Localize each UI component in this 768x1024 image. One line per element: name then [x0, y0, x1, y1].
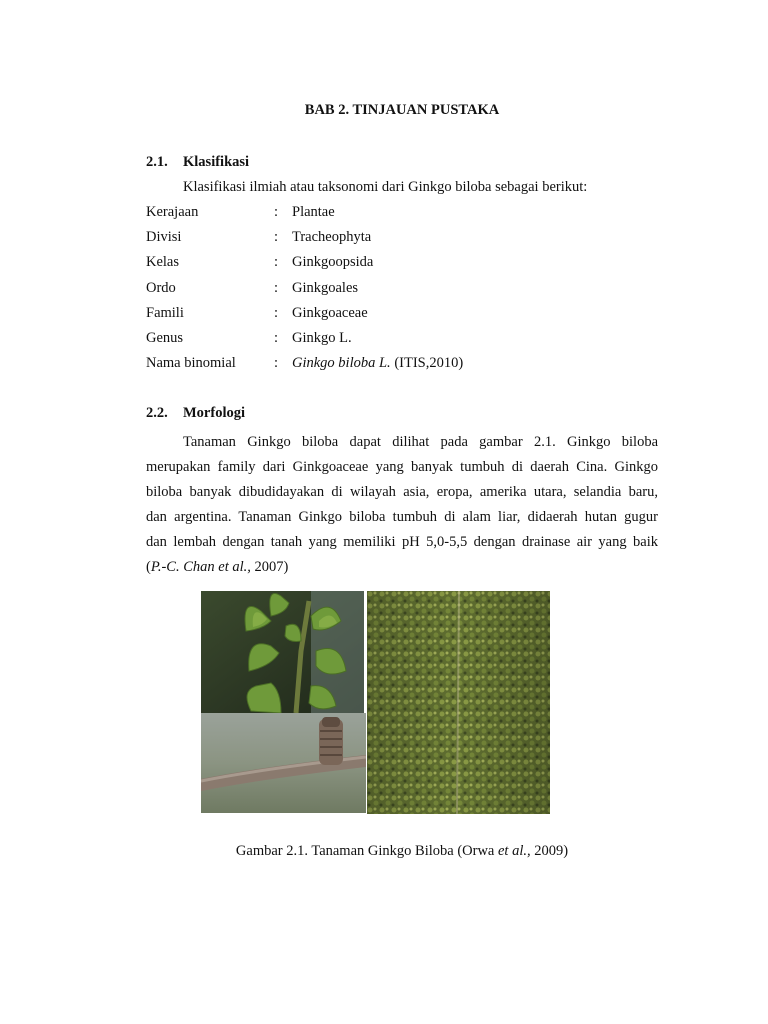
paragraph-line: biloba banyak dibudidayakan di wilayah asia, eropa, amerika utara, selandia baru, [146, 484, 658, 500]
binomial-name: Ginkgo biloba L. [292, 355, 391, 372]
binomial-citation: (ITIS,2010) [390, 355, 464, 372]
rank-value: Ginkgoales [292, 279, 359, 296]
rank-value: Ginkgoopsida [292, 254, 374, 271]
colon: : [274, 229, 279, 246]
citation-year: 2007) [250, 559, 289, 575]
rank-value: Tracheophyta [292, 229, 372, 246]
colon: : [274, 279, 279, 296]
paragraph-line: dan argentina. Tanaman Ginkgo biloba tumbuh di alam liar, didaerah hutan gugur [146, 509, 658, 525]
figure-caption [0, 843, 768, 860]
colon: : [274, 355, 279, 372]
rank-label: Kerajaan [146, 204, 199, 220]
rank-label: Ordo [146, 279, 176, 296]
rank-label: Genus [146, 329, 184, 346]
colon: : [274, 254, 279, 271]
ginkgo-twig-photo [201, 713, 366, 813]
classification-table [146, 204, 666, 380]
section-title: Klasifikasi [183, 154, 250, 170]
paragraph-line: dan lembah dengan tanah yang memiliki pH 5,0-5,5 dengan drainase air yang baik [146, 534, 658, 550]
section-number: 2.1. [146, 154, 168, 170]
rank-value: Plantae [292, 204, 335, 220]
rank-value: Ginkgo L. [292, 329, 352, 346]
colon: : [274, 204, 279, 220]
caption-italic: et al., [497, 843, 531, 859]
classification-row [146, 355, 666, 380]
ginkgo-tree-photo [367, 591, 550, 814]
classification-row [146, 305, 666, 330]
citation-line [146, 555, 658, 580]
classification-row [146, 204, 666, 229]
chapter-title: BAB 2. TINJAUAN PUSTAKA [304, 102, 500, 118]
classification-row [146, 280, 666, 305]
section-number: 2.2. [146, 405, 168, 421]
rank-label: Kelas [146, 254, 180, 271]
rank-label: Divisi [146, 229, 182, 246]
rank-label: Nama binomial [146, 355, 236, 372]
colon: : [274, 304, 279, 321]
caption-prefix: Gambar 2.1. Tanaman Ginkgo Biloba (Orwa [235, 843, 498, 859]
colon: : [274, 329, 279, 346]
ginkgo-leaves-photo [201, 591, 364, 713]
rank-label: Famili [146, 304, 184, 321]
paragraph-line: merupakan family dari Ginkgoaceae yang banyak tumbuh di daerah Cina. Ginkgo [146, 459, 658, 475]
classification-row [146, 229, 666, 254]
citation-open: ( [146, 559, 151, 575]
section-title: Morfologi [183, 405, 246, 421]
section-heading-klasifikasi [146, 154, 249, 171]
paragraph-line: Tanaman Ginkgo biloba dapat dilihat pada gambar 2.1. Ginkgo biloba [183, 434, 658, 450]
rank-value: Ginkgoaceae [292, 304, 368, 321]
citation-authors: P.-C. Chan et al., [150, 559, 251, 575]
caption-suffix: 2009) [530, 843, 569, 859]
classification-row [146, 254, 666, 279]
classification-row [146, 330, 666, 355]
morphology-paragraph [146, 430, 658, 580]
classification-intro: Klasifikasi ilmiah atau taksonomi dari Ginkgo biloba sebagai berikut: [183, 179, 588, 195]
section-heading-morfologi [146, 405, 245, 422]
